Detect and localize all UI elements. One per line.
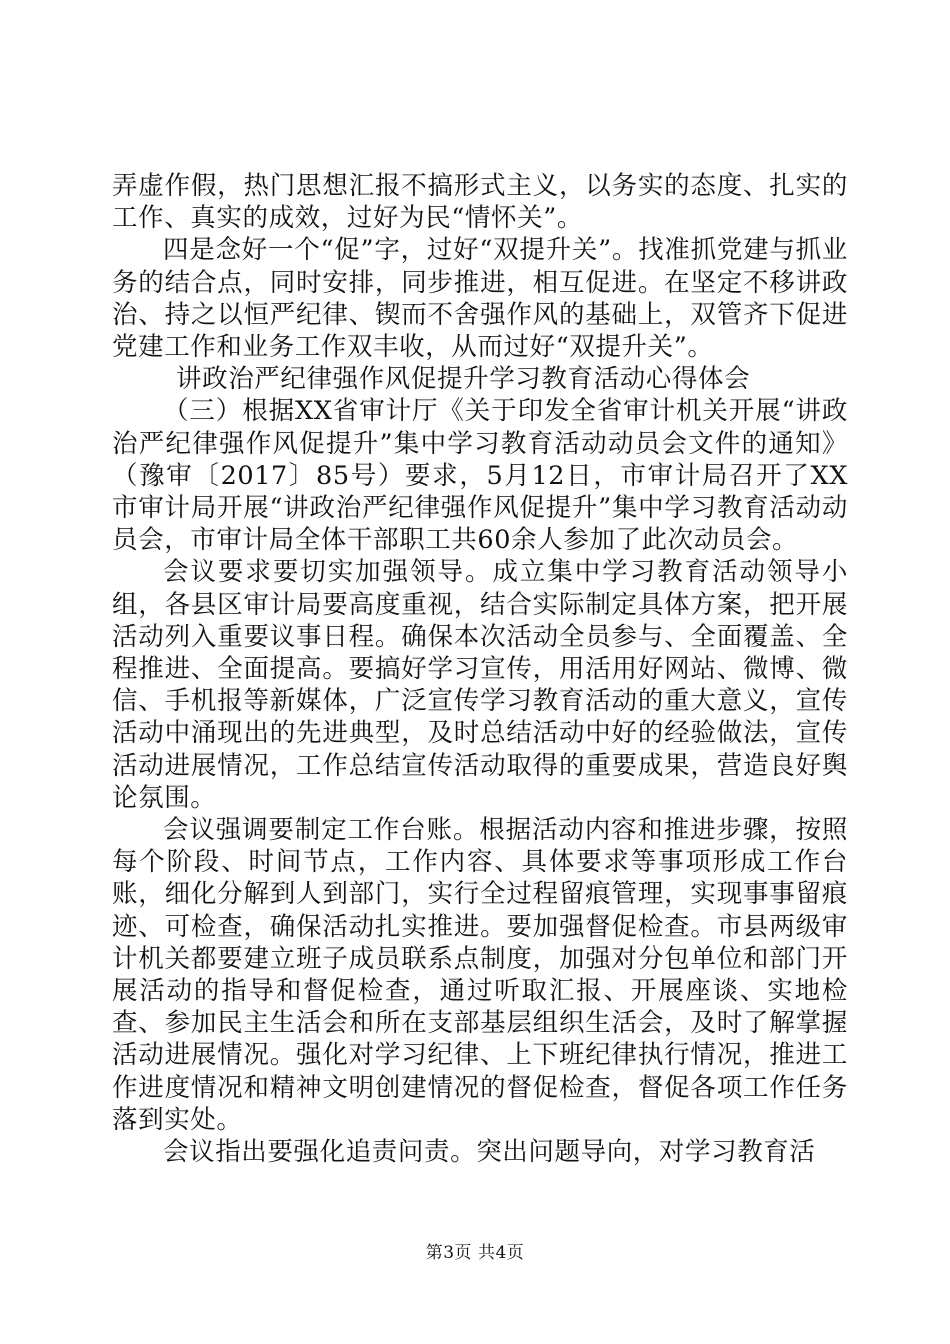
paragraph-continuation: 弄虚作假，热门思想汇报不搞形式主义，以务实的态度、扎实的工作、真实的成效，过好为民“情怀关”。 (112, 171, 848, 234)
paragraph-three: （三）根据XX省审计厅《关于印发全省审计机关开展“讲政治严纪律强作风促提升”集中学习教育活动动员会文件的通知》（豫审〔2017〕85号）要求，5月12日，市审计局召开了XX市审计局开展“讲政治严纪律强作风促提升”集中学习教育活动动员会，市审计局全体干部职工共60余人参加了此次动员会。 (112, 396, 848, 556)
section-title: 讲政治严纪律强作风促提升学习教育活动心得体会 (176, 364, 751, 395)
page-footer: 第3页 共4页 (425, 1243, 525, 1263)
paragraph-accountability: 会议指出要强化追责问责。突出问题导向，对学习教育活 (163, 1137, 816, 1168)
paragraph-four: 四是念好一个“促”字，过好“双提升关”。找准抓党建与抓业务的结合点，同时安排，同步推进，相互促进。在坚定不移讲政治、持之以恒严纪律、锲而不舍强作风的基础上，双管齐下促进党建工作和业务工作双丰收，从而过好“双提升关”。 (112, 235, 848, 363)
document-body (112, 170, 848, 1168)
paragraph-leadership: 会议要求要切实加强领导。成立集中学习教育活动领导小组，各县区审计局要高度重视，结合实际制定具体方案，把开展活动列入重要议事日程。确保本次活动全员参与、全面覆盖、全程推进、全面提高。要搞好学习宣传，用活用好网站、微博、微信、手机报等新媒体，广泛宣传学习教育活动的重大意义，宣传活动中涌现出的先进典型，及时总结活动中好的经验做法，宣传活动进展情况，工作总结宣传活动取得的重要成果，营造良好舆论氛围。 (112, 557, 848, 813)
paragraph-ledger: 会议强调要制定工作台账。根据活动内容和推进步骤，按照每个阶段、时间节点，工作内容、具体要求等事项形成工作台账，细化分解到人到部门，实行全过程留痕管理，实现事事留痕迹、可检查，确保活动扎实推进。要加强督促检查。市县两级审计机关都要建立班子成员联系点制度，加强对分包单位和部门开展活动的指导和督促检查，通过听取汇报、开展座谈、实地检查、参加民主生活会和所在支部基层组织生活会，及时了解掌握活动进展情况。强化对学习纪律、上下班纪律执行情况，推进工作进度情况和精神文明创建情况的督促检查，督促各项工作任务落到实处。 (112, 815, 848, 1135)
